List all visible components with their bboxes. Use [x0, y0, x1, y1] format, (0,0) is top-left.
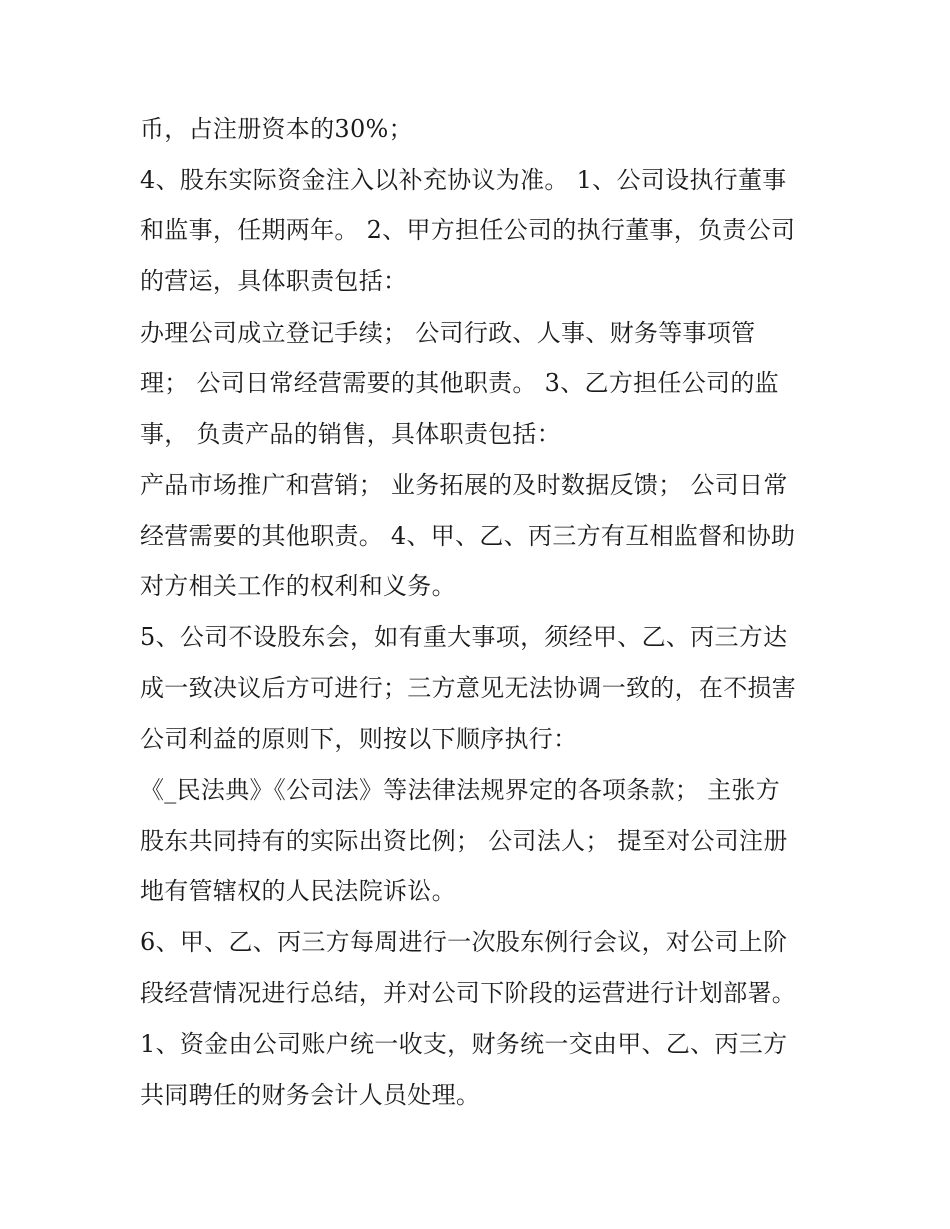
text-line: 办理公司成立登记手续； 公司行政、人事、财务等事项管: [140, 319, 756, 347]
text-line: 4、股东实际资金注入以补充协议为准。 1、公司设执行董事: [140, 166, 787, 194]
text-line: 事， 负责产品的销售，具体职责包括：: [140, 420, 562, 448]
text-line: 6、甲、乙、丙三方每周进行一次股东例行会议，对公司上阶: [140, 928, 788, 956]
text-line: 的营运，具体职责包括：: [140, 267, 408, 295]
text-line: 成一致决议后方可进行；三方意见无法协调一致的，在不损害: [140, 674, 797, 702]
text-line: 理； 公司日常经营需要的其他职责。 3、乙方担任公司的监: [140, 369, 779, 397]
text-line: 共同聘任的财务会计人员处理。: [140, 1081, 481, 1109]
text-line: 经营需要的其他职责。 4、甲、乙、丙三方有互相监督和协助: [140, 522, 796, 550]
text-line: 地有管辖权的人民法院诉讼。: [140, 877, 456, 905]
text-line: 股东共同持有的实际出资比例； 公司法人； 提至对公司注册: [140, 827, 788, 855]
text-line: 段经营情况进行总结，并对公司下阶段的运营进行计划部署。: [140, 979, 797, 1007]
text-line: 产品市场推广和营销； 业务拓展的及时数据反馈； 公司日常: [140, 471, 788, 499]
text-line: 和监事，任期两年。 2、甲方担任公司的执行董事，负责公司: [140, 216, 796, 244]
text-line: 对方相关工作的权利和义务。: [140, 572, 456, 600]
text-line: 公司利益的原则下，则按以下顺序执行：: [140, 725, 578, 753]
text-line: 1、资金由公司账户统一收支，财务统一交由甲、乙、丙三方: [140, 1030, 788, 1058]
text-line: 币，占注册资本的30%；: [140, 115, 413, 143]
text-line: 《_民法典》《公司法》等法律法规界定的各项条款； 主张方: [140, 776, 781, 804]
text-line: 5、公司不设股东会，如有重大事项，须经甲、乙、丙三方达: [140, 623, 788, 651]
